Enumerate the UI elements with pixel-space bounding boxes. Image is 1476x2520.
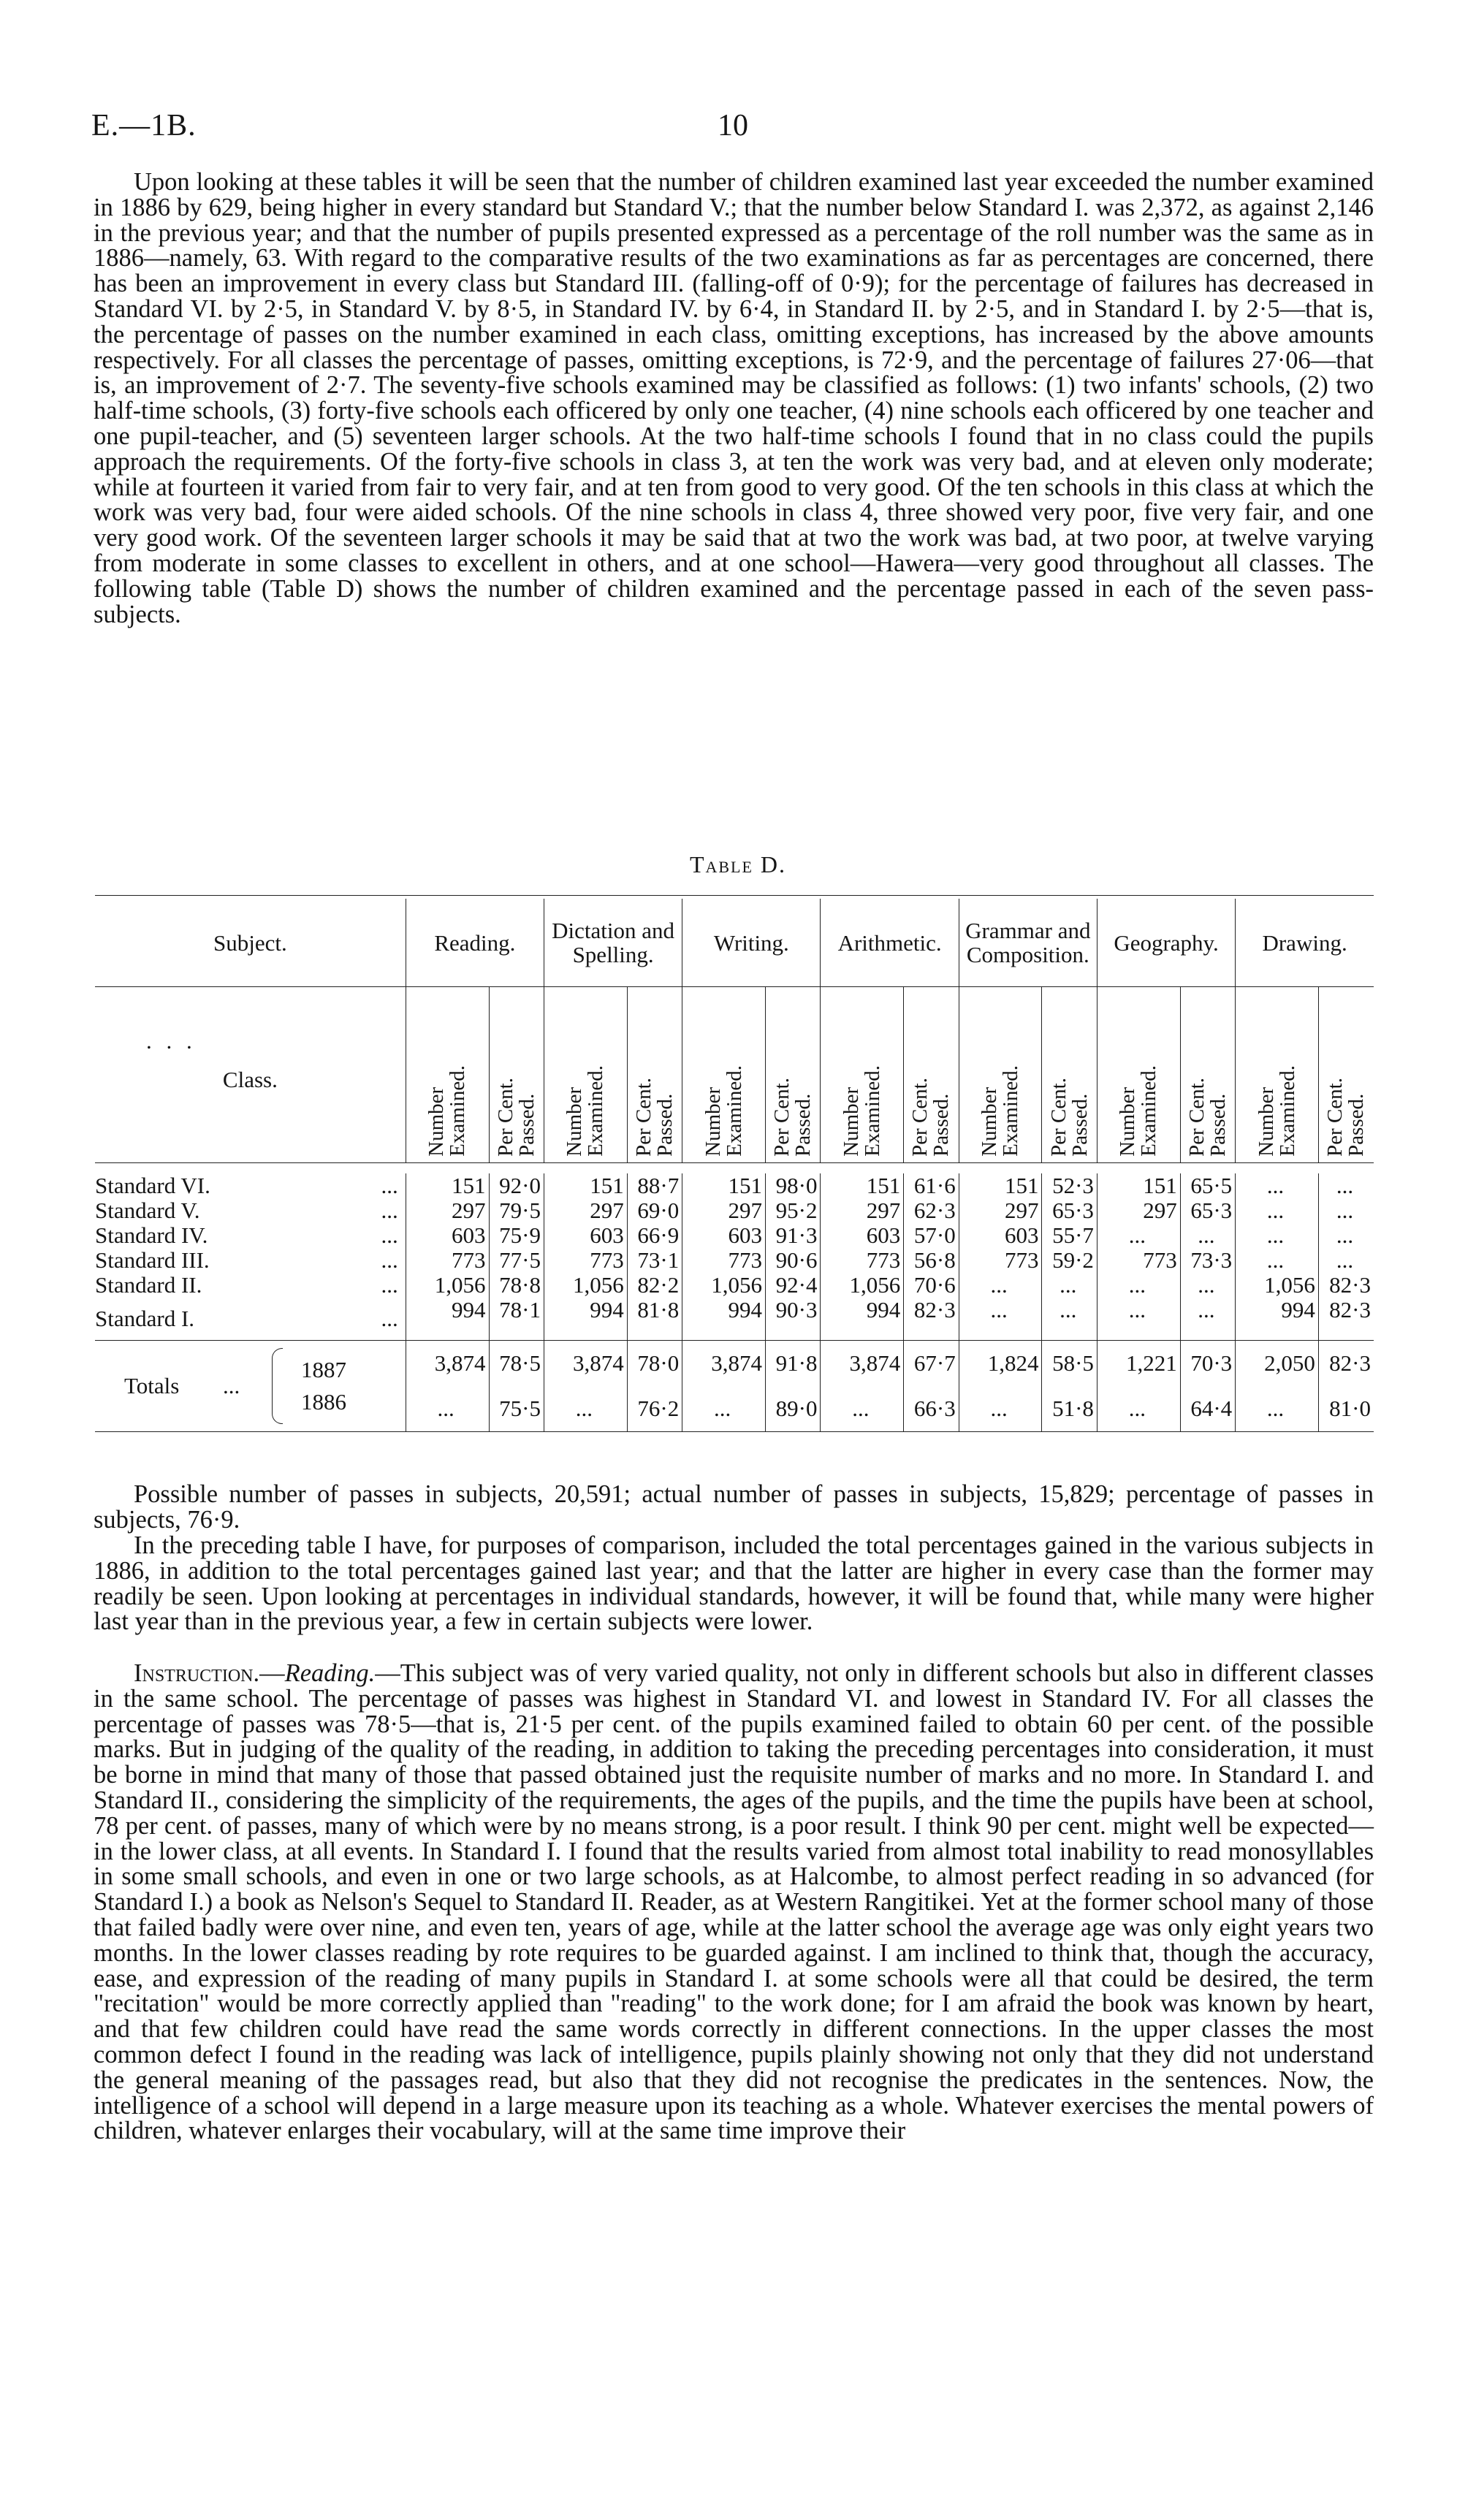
totals-percent-cell: 76·2 bbox=[627, 1386, 682, 1432]
per-cent-passed-cell: ... bbox=[1318, 1173, 1374, 1198]
totals-percent-cell: 64·4 bbox=[1180, 1386, 1235, 1432]
row-label-text: Standard III. bbox=[95, 1247, 210, 1273]
number-examined-cell: 297 bbox=[821, 1198, 904, 1223]
number-examined-header bbox=[1097, 987, 1180, 1163]
per-cent-passed-cell: 75·9 bbox=[489, 1223, 544, 1248]
class-header bbox=[95, 987, 406, 1163]
totals-percent-cell: 78·5 bbox=[489, 1341, 544, 1387]
table-caption: Table D. bbox=[689, 851, 787, 878]
table-row bbox=[95, 1173, 1374, 1198]
heading-dash: — bbox=[259, 1659, 285, 1687]
per-cent-passed-cell: 65·3 bbox=[1180, 1198, 1235, 1223]
number-examined-cell: 773 bbox=[1097, 1248, 1180, 1273]
per-cent-passed-header bbox=[1180, 987, 1235, 1163]
subject-column-header: Dictation and Spelling. bbox=[544, 899, 682, 987]
totals-number-cell: ... bbox=[1097, 1386, 1180, 1432]
per-cent-passed-cell: 98·0 bbox=[765, 1173, 820, 1198]
subject-column-header: Arithmetic. bbox=[821, 899, 959, 987]
number-examined-cell: 1,056 bbox=[1236, 1273, 1319, 1298]
per-cent-passed-cell: ... bbox=[1042, 1298, 1097, 1341]
number-examined-cell: 773 bbox=[682, 1248, 766, 1273]
number-examined-header bbox=[821, 987, 904, 1163]
rotated-header-text: Per Cent. Passed. bbox=[1046, 1078, 1092, 1157]
number-examined-cell: ... bbox=[1097, 1223, 1180, 1248]
totals-percent-cell: 75·5 bbox=[489, 1386, 544, 1432]
per-cent-passed-cell: ... bbox=[1318, 1248, 1374, 1273]
row-leader-dots: ... bbox=[381, 1272, 398, 1298]
rotated-header-text: Per Cent. Passed. bbox=[1184, 1078, 1230, 1157]
per-cent-passed-cell: 92·0 bbox=[489, 1173, 544, 1198]
totals-number-cell: ... bbox=[959, 1386, 1042, 1432]
number-examined-cell: ... bbox=[959, 1273, 1042, 1298]
row-leader-dots: ... bbox=[381, 1198, 398, 1223]
table-row bbox=[95, 1198, 1374, 1223]
number-examined-cell: 994 bbox=[1236, 1298, 1319, 1341]
per-cent-passed-cell: 82·2 bbox=[627, 1273, 682, 1298]
row-label bbox=[95, 1298, 406, 1341]
row-label-text: Standard I. bbox=[95, 1306, 195, 1331]
totals-percent-cell: 81·0 bbox=[1318, 1386, 1374, 1432]
per-cent-passed-cell: 73·3 bbox=[1180, 1248, 1235, 1273]
per-cent-passed-cell: 59·2 bbox=[1042, 1248, 1097, 1273]
totals-year: 1886 bbox=[301, 1389, 346, 1415]
rotated-header-text: Per Cent. Passed. bbox=[493, 1078, 539, 1157]
per-cent-passed-cell: ... bbox=[1318, 1198, 1374, 1223]
per-cent-passed-header bbox=[1042, 987, 1097, 1163]
row-label bbox=[95, 1198, 406, 1223]
number-examined-cell: 297 bbox=[1097, 1198, 1180, 1223]
per-cent-passed-cell: 78·1 bbox=[489, 1298, 544, 1341]
paragraph-reading bbox=[94, 1661, 1374, 2144]
subject-column-header: Drawing. bbox=[1236, 899, 1374, 987]
paragraph-comparison: In the preceding table I have, for purposes of comparison, included the total percentages gained in the various subjects in 1886, in addition to the total percentages gained last year; and that the latter are higher in every case than the former may readily be seen. Upon looking at percentages in individual standards, however, it will be found that, while many were higher last year than in the previous year, a few in certain subjects were lower. bbox=[94, 1531, 1374, 1636]
totals-percent-cell: 91·8 bbox=[765, 1341, 820, 1387]
per-cent-passed-cell: ... bbox=[1042, 1273, 1097, 1298]
row-leader-dots: ... bbox=[381, 1173, 398, 1198]
totals-number-cell: ... bbox=[406, 1386, 489, 1432]
totals-percent-cell: 66·3 bbox=[904, 1386, 959, 1432]
rotated-header-text: Per Cent. Passed. bbox=[908, 1078, 954, 1157]
page-header bbox=[0, 108, 1476, 152]
rotated-header-text: Number Examined. bbox=[978, 1065, 1023, 1157]
per-cent-passed-cell: 61·6 bbox=[904, 1173, 959, 1198]
number-examined-cell: 603 bbox=[821, 1223, 904, 1248]
totals-number-cell: ... bbox=[544, 1386, 628, 1432]
per-cent-passed-cell: ... bbox=[1180, 1273, 1235, 1298]
number-examined-cell: ... bbox=[1236, 1223, 1319, 1248]
number-examined-cell: 603 bbox=[544, 1223, 628, 1248]
subject-header: Subject. bbox=[213, 929, 287, 956]
row-label bbox=[95, 1223, 406, 1248]
number-examined-cell: 994 bbox=[544, 1298, 628, 1341]
totals-label-text: Totals bbox=[124, 1373, 180, 1398]
number-examined-cell: ... bbox=[959, 1298, 1042, 1341]
per-cent-passed-cell: 79·5 bbox=[489, 1198, 544, 1223]
number-examined-cell: ... bbox=[1236, 1198, 1319, 1223]
number-examined-cell: 603 bbox=[959, 1223, 1042, 1248]
number-examined-cell: ... bbox=[1097, 1273, 1180, 1298]
rotated-header-text: Number Examined. bbox=[839, 1065, 884, 1157]
number-examined-cell: 151 bbox=[1097, 1173, 1180, 1198]
number-examined-cell: 297 bbox=[544, 1198, 628, 1223]
paragraph-passes: Possible number of passes in subjects, 20,591; actual number of passes in subjects, 15,829; percentage of passes in subjects, 76·9. bbox=[94, 1480, 1374, 1534]
totals-row bbox=[95, 1341, 1374, 1387]
totals-number-cell: ... bbox=[682, 1386, 766, 1432]
rotated-header-text: Per Cent. Passed. bbox=[770, 1078, 815, 1157]
number-examined-cell: 297 bbox=[406, 1198, 489, 1223]
row-label bbox=[95, 1248, 406, 1273]
number-examined-cell: 151 bbox=[821, 1173, 904, 1198]
row-leader-dots: ... bbox=[381, 1247, 398, 1273]
number-examined-cell: 1,056 bbox=[544, 1273, 628, 1298]
number-examined-cell: 773 bbox=[821, 1248, 904, 1273]
number-examined-header bbox=[1236, 987, 1319, 1163]
totals-number-cell: 1,221 bbox=[1097, 1341, 1180, 1387]
subheading-reading: Reading. bbox=[284, 1659, 376, 1687]
number-examined-cell: 994 bbox=[406, 1298, 489, 1341]
per-cent-passed-header bbox=[765, 987, 820, 1163]
subject-column-header: Writing. bbox=[682, 899, 821, 987]
rotated-header-text: Per Cent. Passed. bbox=[631, 1078, 677, 1157]
row-leader-dots: ... bbox=[381, 1222, 398, 1248]
number-examined-cell: 603 bbox=[406, 1223, 489, 1248]
row-label bbox=[95, 1273, 406, 1298]
number-examined-header bbox=[406, 987, 489, 1163]
row-label-text: Standard V. bbox=[95, 1198, 200, 1223]
number-examined-cell: 603 bbox=[682, 1223, 766, 1248]
per-cent-passed-cell: 65·5 bbox=[1180, 1173, 1235, 1198]
totals-percent-cell: 51·8 bbox=[1042, 1386, 1097, 1432]
per-cent-passed-cell: 82·3 bbox=[904, 1298, 959, 1341]
per-cent-passed-cell: 82·3 bbox=[1318, 1298, 1374, 1341]
row-leader-dots: ... bbox=[381, 1306, 398, 1331]
rotated-header-text: Number Examined. bbox=[1116, 1065, 1161, 1157]
per-cent-passed-cell: 69·0 bbox=[627, 1198, 682, 1223]
row-label-text: Standard IV. bbox=[95, 1222, 208, 1248]
per-cent-passed-cell: 82·3 bbox=[1318, 1273, 1374, 1298]
number-examined-cell: 773 bbox=[544, 1248, 628, 1273]
page-number: 10 bbox=[718, 109, 748, 142]
totals-year: 1887 bbox=[301, 1357, 346, 1382]
per-cent-passed-cell: 70·6 bbox=[904, 1273, 959, 1298]
row-label bbox=[95, 1173, 406, 1198]
number-examined-cell: ... bbox=[1236, 1173, 1319, 1198]
number-examined-cell: 1,056 bbox=[406, 1273, 489, 1298]
table-row bbox=[95, 1223, 1374, 1248]
per-cent-passed-cell: 95·2 bbox=[765, 1198, 820, 1223]
header-rule bbox=[95, 1163, 1374, 1174]
totals-number-cell: 1,824 bbox=[959, 1341, 1042, 1387]
totals-percent-cell: 58·5 bbox=[1042, 1341, 1097, 1387]
per-cent-passed-cell: 90·6 bbox=[765, 1248, 820, 1273]
totals-number-cell: ... bbox=[1236, 1386, 1319, 1432]
totals-percent-cell: 89·0 bbox=[765, 1386, 820, 1432]
per-cent-passed-header bbox=[489, 987, 544, 1163]
rotated-header-text: Per Cent. Passed. bbox=[1323, 1078, 1369, 1157]
number-examined-cell: ... bbox=[1236, 1248, 1319, 1273]
per-cent-passed-cell: 55·7 bbox=[1042, 1223, 1097, 1248]
per-cent-passed-cell: 56·8 bbox=[904, 1248, 959, 1273]
per-cent-passed-cell: ... bbox=[1318, 1223, 1374, 1248]
per-cent-passed-cell: 52·3 bbox=[1042, 1173, 1097, 1198]
row-label-text: Standard VI. bbox=[95, 1173, 210, 1198]
per-cent-passed-header bbox=[627, 987, 682, 1163]
per-cent-passed-cell: 65·3 bbox=[1042, 1198, 1097, 1223]
per-cent-passed-cell: 57·0 bbox=[904, 1223, 959, 1248]
number-examined-cell: 151 bbox=[959, 1173, 1042, 1198]
number-examined-cell: 1,056 bbox=[682, 1273, 766, 1298]
per-cent-passed-cell: 62·3 bbox=[904, 1198, 959, 1223]
per-cent-passed-cell: 88·7 bbox=[627, 1173, 682, 1198]
number-examined-cell: 773 bbox=[406, 1248, 489, 1273]
per-cent-passed-cell: 73·1 bbox=[627, 1248, 682, 1273]
per-cent-passed-cell: ... bbox=[1180, 1298, 1235, 1341]
totals-number-cell: 3,874 bbox=[682, 1341, 766, 1387]
document-reference: E.—1B. bbox=[91, 109, 197, 142]
totals-number-cell: 3,874 bbox=[406, 1341, 489, 1387]
subject-column-header: Grammar and Composition. bbox=[959, 899, 1097, 987]
number-examined-cell: 297 bbox=[959, 1198, 1042, 1223]
per-cent-passed-cell: 77·5 bbox=[489, 1248, 544, 1273]
number-examined-cell: 994 bbox=[821, 1298, 904, 1341]
class-header-label: Class. bbox=[222, 1067, 278, 1092]
subject-column-header: Reading. bbox=[406, 899, 544, 987]
number-examined-header bbox=[544, 987, 628, 1163]
number-examined-cell: 297 bbox=[682, 1198, 766, 1223]
totals-number-cell: 3,874 bbox=[544, 1341, 628, 1387]
totals-percent-cell: 67·7 bbox=[904, 1341, 959, 1387]
row-label-text: Standard II. bbox=[95, 1272, 202, 1298]
totals-number-cell: 2,050 bbox=[1236, 1341, 1319, 1387]
class-header-dots: . . . bbox=[146, 1028, 197, 1054]
per-cent-passed-header bbox=[1318, 987, 1374, 1163]
per-cent-passed-cell: 81·8 bbox=[627, 1298, 682, 1341]
number-examined-cell: 1,056 bbox=[821, 1273, 904, 1298]
table-row bbox=[95, 1248, 1374, 1273]
section-heading-instruction: Instruction. bbox=[134, 1659, 260, 1687]
rotated-header-text: Number Examined. bbox=[701, 1065, 746, 1157]
rotated-header-text: Number Examined. bbox=[1254, 1065, 1299, 1157]
table-d bbox=[95, 895, 1374, 1432]
per-cent-passed-cell: 91·3 bbox=[765, 1223, 820, 1248]
number-examined-cell: 151 bbox=[682, 1173, 766, 1198]
per-cent-passed-cell: 66·9 bbox=[627, 1223, 682, 1248]
number-examined-cell: 994 bbox=[682, 1298, 766, 1341]
totals-number-cell: ... bbox=[821, 1386, 904, 1432]
totals-leader-dots: ... bbox=[223, 1373, 240, 1398]
totals-percent-cell: 82·3 bbox=[1318, 1341, 1374, 1387]
totals-number-cell: 3,874 bbox=[821, 1341, 904, 1387]
per-cent-passed-cell: 92·4 bbox=[765, 1273, 820, 1298]
table-row bbox=[95, 1273, 1374, 1298]
subject-column-header: Geography. bbox=[1097, 899, 1235, 987]
per-cent-passed-header bbox=[904, 987, 959, 1163]
number-examined-cell: 773 bbox=[959, 1248, 1042, 1273]
number-examined-cell: 151 bbox=[544, 1173, 628, 1198]
rotated-header-text: Number Examined. bbox=[425, 1065, 470, 1157]
number-examined-header bbox=[682, 987, 766, 1163]
table-row bbox=[95, 1298, 1374, 1341]
per-cent-passed-cell: ... bbox=[1180, 1223, 1235, 1248]
rotated-header-text: Number Examined. bbox=[563, 1065, 608, 1157]
paragraph-intro: Upon looking at these tables it will be seen that the number of children examined last year exceeded the number examined in 1886 by 629, being higher in every standard but Standard V.; that the number below Standard I. was 2,372, as against 2,146 in the previous year; and that the number of pupils presented expressed as a percentage of the roll number was the same as in 1886—namely, 63. With regard to the comparative results of the two examinations as far as percentages are concerned, there has been an improvement in every class but Standard III. (falling-off of 0·9); for the percentage of failures has decreased in Standard VI. by 2·5, in Standard V. by 8·5, in Standard IV. by 6·4, in Standard II. by 2·5, and in Standard I. by 2·5—that is, the percentage of passes on the number examined in each class, omitting exceptions, has increased by the above amounts respectively. For all classes the percentage of passes, omitting exceptions, is 72·9, and the percentage of failures 27·06—that is, an improvement of 2·7. The seventy-five schools examined may be classified as follows: (1) two infants' schools, (2) two half-time schools, (3) forty-five schools each officered by only one teacher, (4) nine schools each officered by one teacher and one pupil-teacher, and (5) seventeen larger schools. At the two half-time schools I found that in no class could the pupils approach the requirements. Of the forty-five schools in class 3, at ten the work was very bad, and at eleven only moderate; while at fourteen it varied from fair to very fair, and at ten from good to very good. Of the ten schools in this class at which the work was very bad, four were aided schools. Of the nine schools in class 4, three showed very poor, five very fair, and one very good work. Of the seventeen larger schools it may be said that at two the work was bad, at two poor, at twelve varying from moderate in some classes to excellent in others, and at one school—Hawera—very good throughout all classes. The following table (Table D) shows the number of children examined and the percentage passed in each of the seven pass-subjects. bbox=[94, 168, 1374, 628]
totals-brace bbox=[272, 1348, 283, 1424]
number-examined-cell: ... bbox=[1097, 1298, 1180, 1341]
per-cent-passed-cell: 78·8 bbox=[489, 1273, 544, 1298]
number-examined-cell: 151 bbox=[406, 1173, 489, 1198]
totals-percent-cell: 70·3 bbox=[1180, 1341, 1235, 1387]
totals-percent-cell: 78·0 bbox=[627, 1341, 682, 1387]
per-cent-passed-cell: 90·3 bbox=[765, 1298, 820, 1341]
paragraph-reading-body: —This subject was of very varied quality, not only in different schools but also in different classes in the same school. The percentage of passes was highest in Standard VI. and lowest in Standard IV. For all classes the percentage of passes was 78·5—that is, 21·5 per cent. of the pupils examined failed to obtain 60 per cent. of the possible marks. But in judging of the quality of the reading, in addition to taking the preceding percentages into consideration, it must be borne in mind that many of those that passed obtained just the requisite number of marks and no more. In Standard I. and Standard II., considering the simplicity of the requirements, the ages of the pupils, and the time the pupils have been at school, 78 per cent. of passes, many of which were by no means strong, is a poor result. I think 90 per cent. might well be expected—in the lower class, at all events. In Standard I. I found that the results varied from almost total inability to read monosyllables in some small schools, and even in one or two large schools, as at Halcombe, to almost perfect reading in so advanced (for Standard I.) a book as Nelson's Sequel to Standard II. Reader, as at Western Rangitikei. Yet at the former school many of those that failed badly were over nine, and even ten, years of age, while at the latter school the average age was only eight years two months. In the lower classes reading by rote requires to be guarded against. I am inclined to think that, though the accuracy, ease, and expression of the reading of many pupils in Standard I. at some schools were all that could be desired, the term "recitation" would be more correctly applied than "reading" to the work done; for I am afraid the book was known by heart, and that few children could have read the same words correctly in different connections. In the upper classes the most common defect I found in the reading was lack of intelligence, pupils plainly showing not only that they did not understand the general meaning of the passages read, but also that they did not recognise the predicates in the sentences. Now, the intelligence of a school will depend in a large measure upon its teaching as a whole. Whatever exercises the mental powers of children, whatever enlarges their vocabulary, will at the same time improve their bbox=[94, 1659, 1374, 2145]
totals-label bbox=[95, 1341, 406, 1432]
number-examined-header bbox=[959, 987, 1042, 1163]
